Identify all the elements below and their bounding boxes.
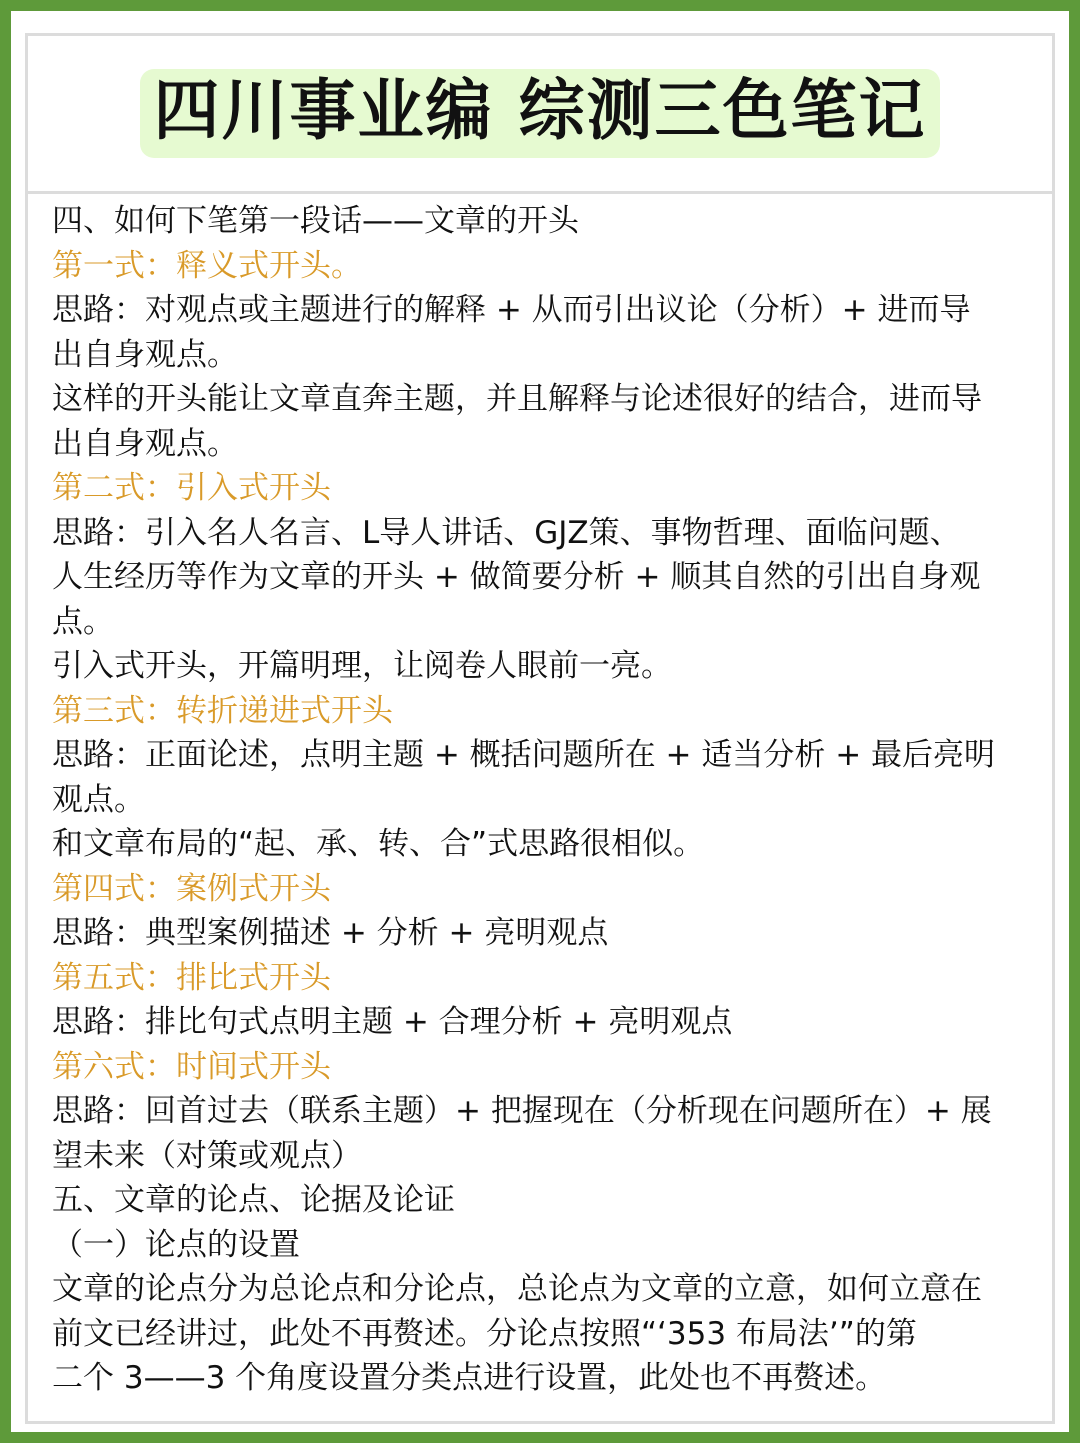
section-heading: 第二式：引入式开头	[52, 470, 331, 506]
text-line: 思路：典型案例描述 + 分析 + 亮明观点	[52, 915, 609, 951]
text-line: 出自身观点。	[52, 336, 238, 373]
section-heading: 第六式：时间式开头	[52, 1048, 331, 1085]
text-line: 四、如何下笔第一段话——文章的开头	[52, 203, 579, 239]
text-line: 和文章布局的“起、承、转、合”式思路很相似。	[52, 826, 705, 862]
text-line: 点。	[52, 603, 114, 640]
text-line: 观点。	[52, 781, 145, 818]
page-title: 四川事业编 综测三色笔记	[140, 69, 941, 158]
section-heading: 第一式：释义式开头。	[52, 247, 362, 284]
text-line: 五、文章的论点、论据及论证	[52, 1182, 455, 1218]
text-line: 二个 3——3 个角度设置分类点进行设置，此处也不再赘述。	[52, 1360, 887, 1396]
text-line: 文章的论点分为总论点和分论点，总论点为文章的立意，如何立意在	[52, 1271, 982, 1307]
text-line: 望未来（对策或观点）	[52, 1137, 362, 1174]
section-heading: 第五式：排比式开头	[52, 959, 331, 996]
text-line: 思路：引入名人名言、L导人讲话、GJZ策、事物哲理、面临问题、	[52, 514, 961, 551]
text-line: 出自身观点。	[52, 425, 238, 462]
text-line: 引入式开头，开篇明理，让阅卷人眼前一亮。	[52, 648, 672, 684]
text-line: 思路：排比句式点明主题 + 合理分析 + 亮明观点	[52, 1004, 733, 1040]
note-body	[52, 199, 1040, 1401]
text-line: 思路：正面论述，点明主题 + 概括问题所在 + 适当分析 + 最后亮明	[52, 737, 996, 773]
text-line: 思路：对观点或主题进行的解释 + 从而引出议论（分析）+ 进而导	[52, 292, 971, 328]
text-line: 思路：回首过去（联系主题）+ 把握现在（分析现在问题所在）+ 展	[52, 1093, 992, 1129]
section-heading: 第三式：转折递进式开头	[52, 692, 393, 729]
note-frame	[25, 33, 1055, 1424]
text-line: 这样的开头能让文章直奔主题，并且解释与论述很好的结合，进而导	[52, 381, 982, 417]
text-line: （一）论点的设置	[52, 1226, 300, 1263]
text-line: 人生经历等作为文章的开头 + 做简要分析 + 顺其自然的引出自身观	[52, 559, 981, 595]
text-line: 前文已经讲过，此处不再赘述。分论点按照“‘353 布局法’”的第	[52, 1315, 917, 1352]
section-heading: 第四式：案例式开头	[52, 870, 331, 907]
title-banner	[28, 36, 1052, 194]
